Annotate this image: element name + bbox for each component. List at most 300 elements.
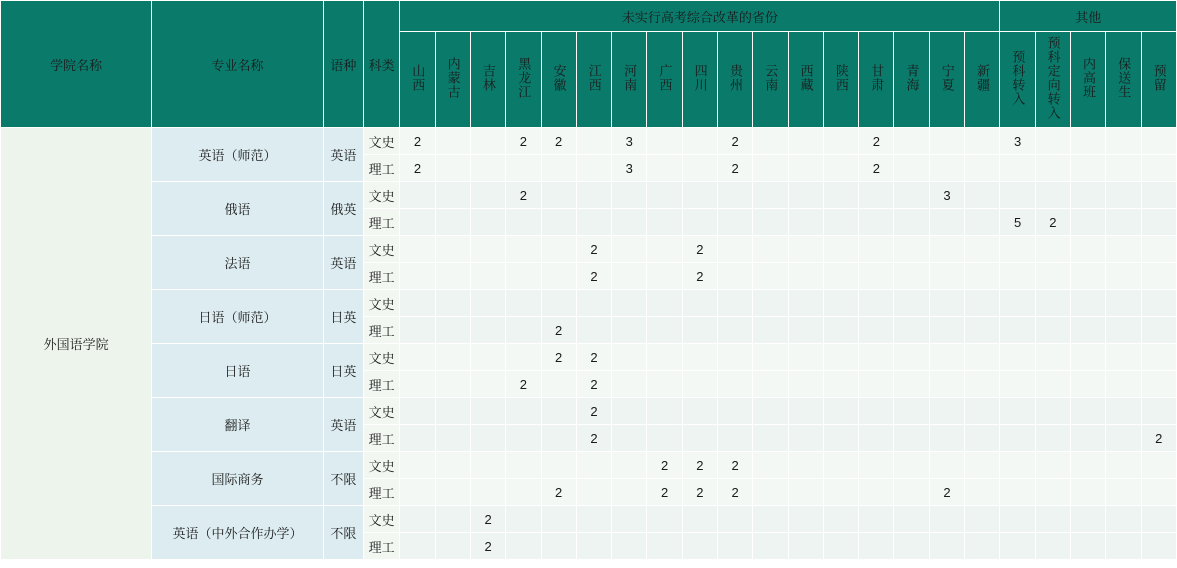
header-province-label: 广西 (657, 64, 673, 92)
cell-quota (576, 182, 611, 209)
cell-quota (965, 344, 1000, 371)
cell-quota (612, 317, 647, 344)
cell-quota (1035, 506, 1070, 533)
cell-quota (929, 128, 964, 155)
cell-quota (506, 398, 541, 425)
cell-quota (894, 398, 929, 425)
cell-quota (1000, 155, 1035, 182)
cell-quota (1035, 344, 1070, 371)
cell-quota: 2 (400, 128, 435, 155)
cell-quota (647, 209, 682, 236)
cell-quota (788, 452, 823, 479)
cell-quota (506, 236, 541, 263)
cell-quota (823, 155, 858, 182)
cell-quota (788, 128, 823, 155)
cell-quota (647, 317, 682, 344)
cell-quota (1035, 452, 1070, 479)
cell-quota (753, 209, 788, 236)
cell-major: 翻译 (152, 398, 323, 452)
cell-quota (1000, 344, 1035, 371)
cell-quota (859, 317, 894, 344)
cell-quota (894, 155, 929, 182)
cell-quota (718, 209, 753, 236)
cell-quota (647, 236, 682, 263)
header-other-3 (1106, 32, 1141, 128)
cell-quota (823, 209, 858, 236)
cell-quota (718, 344, 753, 371)
cell-language: 日英 (323, 344, 363, 398)
cell-quota (576, 479, 611, 506)
table-row (1, 344, 1177, 371)
cell-quota (1141, 290, 1176, 317)
header-province-10 (753, 32, 788, 128)
cell-quota (753, 236, 788, 263)
header-province-3 (506, 32, 541, 128)
cell-quota (788, 182, 823, 209)
cell-subject: 文史 (364, 506, 400, 533)
cell-quota (894, 533, 929, 560)
cell-quota (965, 452, 1000, 479)
cell-quota (435, 506, 470, 533)
cell-quota (1141, 263, 1176, 290)
cell-quota (753, 398, 788, 425)
cell-quota (612, 182, 647, 209)
cell-subject: 理工 (364, 155, 400, 182)
cell-quota (965, 155, 1000, 182)
cell-subject: 理工 (364, 425, 400, 452)
cell-quota (1071, 533, 1106, 560)
cell-quota (859, 290, 894, 317)
cell-quota (788, 425, 823, 452)
cell-quota (1035, 533, 1070, 560)
cell-quota (859, 344, 894, 371)
cell-quota (435, 182, 470, 209)
cell-quota (470, 236, 505, 263)
cell-quota (1071, 263, 1106, 290)
cell-quota: 2 (576, 236, 611, 263)
cell-quota: 2 (718, 128, 753, 155)
cell-quota (506, 263, 541, 290)
cell-quota (929, 533, 964, 560)
cell-quota (753, 290, 788, 317)
cell-quota: 2 (1141, 425, 1176, 452)
cell-quota (1071, 182, 1106, 209)
cell-quota (1141, 479, 1176, 506)
cell-quota (753, 128, 788, 155)
cell-quota (1035, 236, 1070, 263)
cell-quota (400, 506, 435, 533)
cell-quota: 2 (859, 128, 894, 155)
cell-quota (788, 344, 823, 371)
cell-quota (753, 425, 788, 452)
cell-subject: 理工 (364, 263, 400, 290)
cell-quota (1141, 533, 1176, 560)
cell-quota (1035, 128, 1070, 155)
cell-quota (823, 128, 858, 155)
cell-quota (859, 452, 894, 479)
cell-quota (1035, 155, 1070, 182)
cell-quota (1141, 452, 1176, 479)
cell-quota: 2 (682, 236, 717, 263)
cell-quota (965, 182, 1000, 209)
cell-quota (894, 290, 929, 317)
cell-major: 国际商务 (152, 452, 323, 506)
cell-quota (400, 236, 435, 263)
cell-quota (1141, 128, 1176, 155)
cell-quota (612, 236, 647, 263)
cell-quota (576, 317, 611, 344)
cell-quota: 2 (506, 182, 541, 209)
cell-quota (1071, 371, 1106, 398)
cell-quota (788, 533, 823, 560)
cell-quota (894, 452, 929, 479)
header-group-row (1, 1, 1177, 32)
cell-quota (965, 317, 1000, 344)
cell-quota (823, 263, 858, 290)
header-province-label: 陕西 (833, 64, 849, 92)
cell-quota (1106, 533, 1141, 560)
cell-quota (1000, 479, 1035, 506)
cell-quota (435, 398, 470, 425)
cell-quota (576, 452, 611, 479)
cell-quota (1141, 236, 1176, 263)
header-major: 专业名称 (152, 1, 323, 128)
cell-quota (435, 209, 470, 236)
header-province-5 (576, 32, 611, 128)
cell-quota (435, 371, 470, 398)
cell-subject: 理工 (364, 533, 400, 560)
cell-major: 俄语 (152, 182, 323, 236)
cell-quota (612, 344, 647, 371)
cell-quota (1071, 290, 1106, 317)
header-province-16 (965, 32, 1000, 128)
header-other-1 (1035, 32, 1070, 128)
cell-quota (718, 533, 753, 560)
cell-quota (541, 263, 576, 290)
cell-quota (470, 425, 505, 452)
cell-quota: 2 (929, 479, 964, 506)
cell-quota (506, 209, 541, 236)
cell-quota (576, 155, 611, 182)
cell-quota (1071, 425, 1106, 452)
cell-quota (1071, 344, 1106, 371)
cell-quota (400, 533, 435, 560)
header-province-12 (823, 32, 858, 128)
cell-quota (470, 182, 505, 209)
cell-subject: 文史 (364, 452, 400, 479)
cell-quota (647, 506, 682, 533)
cell-quota: 2 (682, 479, 717, 506)
cell-quota (1000, 506, 1035, 533)
cell-quota (541, 155, 576, 182)
cell-quota (506, 155, 541, 182)
header-province-label: 吉林 (480, 64, 496, 92)
cell-quota (823, 371, 858, 398)
cell-quota (859, 371, 894, 398)
cell-quota (1106, 128, 1141, 155)
cell-quota (470, 344, 505, 371)
cell-quota (400, 425, 435, 452)
cell-quota (1035, 425, 1070, 452)
cell-quota (1141, 506, 1176, 533)
header-other-label: 保送生 (1116, 57, 1132, 99)
cell-quota (400, 317, 435, 344)
cell-quota (435, 425, 470, 452)
cell-quota: 2 (576, 371, 611, 398)
cell-quota (576, 506, 611, 533)
cell-quota (541, 209, 576, 236)
cell-subject: 理工 (364, 209, 400, 236)
header-subject: 科类 (364, 1, 400, 128)
cell-quota (682, 290, 717, 317)
cell-quota (1071, 209, 1106, 236)
cell-quota (682, 371, 717, 398)
cell-quota (788, 371, 823, 398)
cell-quota (541, 290, 576, 317)
cell-quota (859, 506, 894, 533)
cell-quota: 2 (718, 452, 753, 479)
cell-quota (718, 263, 753, 290)
cell-quota (647, 290, 682, 317)
cell-quota: 2 (647, 479, 682, 506)
cell-quota (965, 506, 1000, 533)
cell-quota: 2 (541, 128, 576, 155)
cell-quota: 5 (1000, 209, 1035, 236)
cell-quota (1141, 371, 1176, 398)
cell-quota (965, 209, 1000, 236)
cell-quota (859, 479, 894, 506)
header-province-4 (541, 32, 576, 128)
cell-quota (576, 533, 611, 560)
cell-quota: 2 (541, 344, 576, 371)
cell-quota (753, 263, 788, 290)
header-group-unreformed: 未实行高考综合改革的省份 (400, 1, 1000, 32)
cell-quota (647, 128, 682, 155)
cell-quota (788, 317, 823, 344)
table-row (1, 128, 1177, 155)
header-province-label: 青海 (904, 64, 920, 92)
cell-quota (965, 479, 1000, 506)
cell-quota (1071, 128, 1106, 155)
cell-quota (718, 398, 753, 425)
cell-quota (929, 452, 964, 479)
cell-quota: 2 (682, 452, 717, 479)
header-province-label: 黑龙江 (516, 57, 532, 99)
cell-quota (506, 479, 541, 506)
header-province-label: 山西 (410, 64, 426, 92)
cell-quota (929, 317, 964, 344)
cell-quota (682, 182, 717, 209)
cell-quota (541, 236, 576, 263)
cell-quota (823, 452, 858, 479)
cell-quota (435, 263, 470, 290)
cell-quota (1141, 344, 1176, 371)
cell-quota (718, 290, 753, 317)
cell-quota (612, 452, 647, 479)
table-row (1, 182, 1177, 209)
cell-quota (506, 425, 541, 452)
cell-quota (929, 290, 964, 317)
cell-subject: 文史 (364, 128, 400, 155)
cell-quota (612, 290, 647, 317)
cell-quota (470, 128, 505, 155)
cell-quota (1071, 317, 1106, 344)
cell-quota (894, 344, 929, 371)
cell-quota (1035, 479, 1070, 506)
table-header (1, 1, 1177, 128)
cell-quota (1035, 263, 1070, 290)
cell-quota (435, 317, 470, 344)
cell-quota (1141, 209, 1176, 236)
cell-quota (823, 479, 858, 506)
cell-quota (400, 209, 435, 236)
cell-quota (612, 209, 647, 236)
cell-quota (894, 182, 929, 209)
header-province-label: 江西 (586, 64, 602, 92)
cell-quota (753, 371, 788, 398)
cell-quota (929, 155, 964, 182)
cell-quota (929, 236, 964, 263)
cell-quota (435, 290, 470, 317)
cell-quota (682, 344, 717, 371)
cell-quota (576, 209, 611, 236)
header-province-label: 内蒙古 (445, 57, 461, 99)
cell-quota (1071, 236, 1106, 263)
cell-quota (541, 533, 576, 560)
header-province-6 (612, 32, 647, 128)
cell-quota (1035, 317, 1070, 344)
cell-quota (1000, 371, 1035, 398)
table-row (1, 236, 1177, 263)
cell-quota (647, 533, 682, 560)
cell-subject: 文史 (364, 182, 400, 209)
cell-quota: 3 (612, 155, 647, 182)
header-other-0 (1000, 32, 1035, 128)
header-province-7 (647, 32, 682, 128)
cell-quota (788, 209, 823, 236)
cell-quota (823, 182, 858, 209)
table-row (1, 452, 1177, 479)
header-other-label: 预科转入 (1010, 50, 1026, 106)
cell-quota (647, 155, 682, 182)
cell-quota (647, 182, 682, 209)
cell-quota (1071, 398, 1106, 425)
cell-language: 日英 (323, 290, 363, 344)
cell-quota (612, 263, 647, 290)
cell-quota (753, 506, 788, 533)
cell-quota (682, 128, 717, 155)
cell-quota (859, 263, 894, 290)
cell-quota (1106, 209, 1141, 236)
table-row (1, 506, 1177, 533)
header-group-other: 其他 (1000, 1, 1177, 32)
cell-quota (506, 290, 541, 317)
cell-quota (1000, 317, 1035, 344)
cell-quota (1000, 533, 1035, 560)
cell-quota (400, 398, 435, 425)
cell-major: 日语 (152, 344, 323, 398)
cell-quota: 2 (859, 155, 894, 182)
cell-quota: 2 (1035, 209, 1070, 236)
cell-quota (894, 425, 929, 452)
cell-quota (859, 533, 894, 560)
cell-quota (1106, 344, 1141, 371)
cell-quota (400, 344, 435, 371)
cell-quota (753, 344, 788, 371)
cell-quota (400, 182, 435, 209)
cell-quota (788, 236, 823, 263)
cell-quota (1000, 236, 1035, 263)
cell-major: 英语（师范） (152, 128, 323, 182)
cell-subject: 文史 (364, 290, 400, 317)
cell-quota (400, 263, 435, 290)
cell-quota (1106, 425, 1141, 452)
cell-quota (965, 290, 1000, 317)
cell-quota: 2 (506, 371, 541, 398)
cell-quota: 2 (576, 425, 611, 452)
cell-quota (894, 506, 929, 533)
header-other-label: 预留 (1151, 64, 1167, 92)
cell-subject: 文史 (364, 344, 400, 371)
cell-quota (965, 128, 1000, 155)
cell-quota (506, 452, 541, 479)
header-province-0 (400, 32, 435, 128)
cell-quota (894, 479, 929, 506)
cell-quota (929, 263, 964, 290)
cell-quota (541, 182, 576, 209)
cell-quota (1071, 155, 1106, 182)
header-province-label: 甘肃 (869, 64, 885, 92)
cell-quota (470, 398, 505, 425)
cell-subject: 理工 (364, 479, 400, 506)
cell-quota (470, 452, 505, 479)
cell-quota (859, 209, 894, 236)
cell-quota (718, 317, 753, 344)
cell-quota (470, 317, 505, 344)
cell-major: 法语 (152, 236, 323, 290)
cell-quota (576, 128, 611, 155)
cell-quota: 2 (682, 263, 717, 290)
header-province-14 (894, 32, 929, 128)
header-other-2 (1071, 32, 1106, 128)
cell-quota (470, 209, 505, 236)
cell-quota (1035, 290, 1070, 317)
cell-quota (718, 371, 753, 398)
cell-quota (612, 398, 647, 425)
cell-quota (965, 236, 1000, 263)
cell-quota (929, 209, 964, 236)
header-province-label: 河南 (622, 64, 638, 92)
header-province-8 (682, 32, 717, 128)
cell-quota (435, 344, 470, 371)
cell-quota (859, 182, 894, 209)
cell-quota (1141, 317, 1176, 344)
cell-quota (823, 425, 858, 452)
cell-quota (541, 506, 576, 533)
cell-quota (682, 425, 717, 452)
cell-quota (1035, 371, 1070, 398)
cell-quota (1106, 371, 1141, 398)
cell-quota (612, 371, 647, 398)
cell-quota: 2 (647, 452, 682, 479)
cell-quota (470, 371, 505, 398)
header-language: 语种 (323, 1, 363, 128)
cell-quota (435, 236, 470, 263)
cell-quota (541, 371, 576, 398)
cell-quota (400, 371, 435, 398)
cell-quota (894, 209, 929, 236)
header-province-9 (718, 32, 753, 128)
